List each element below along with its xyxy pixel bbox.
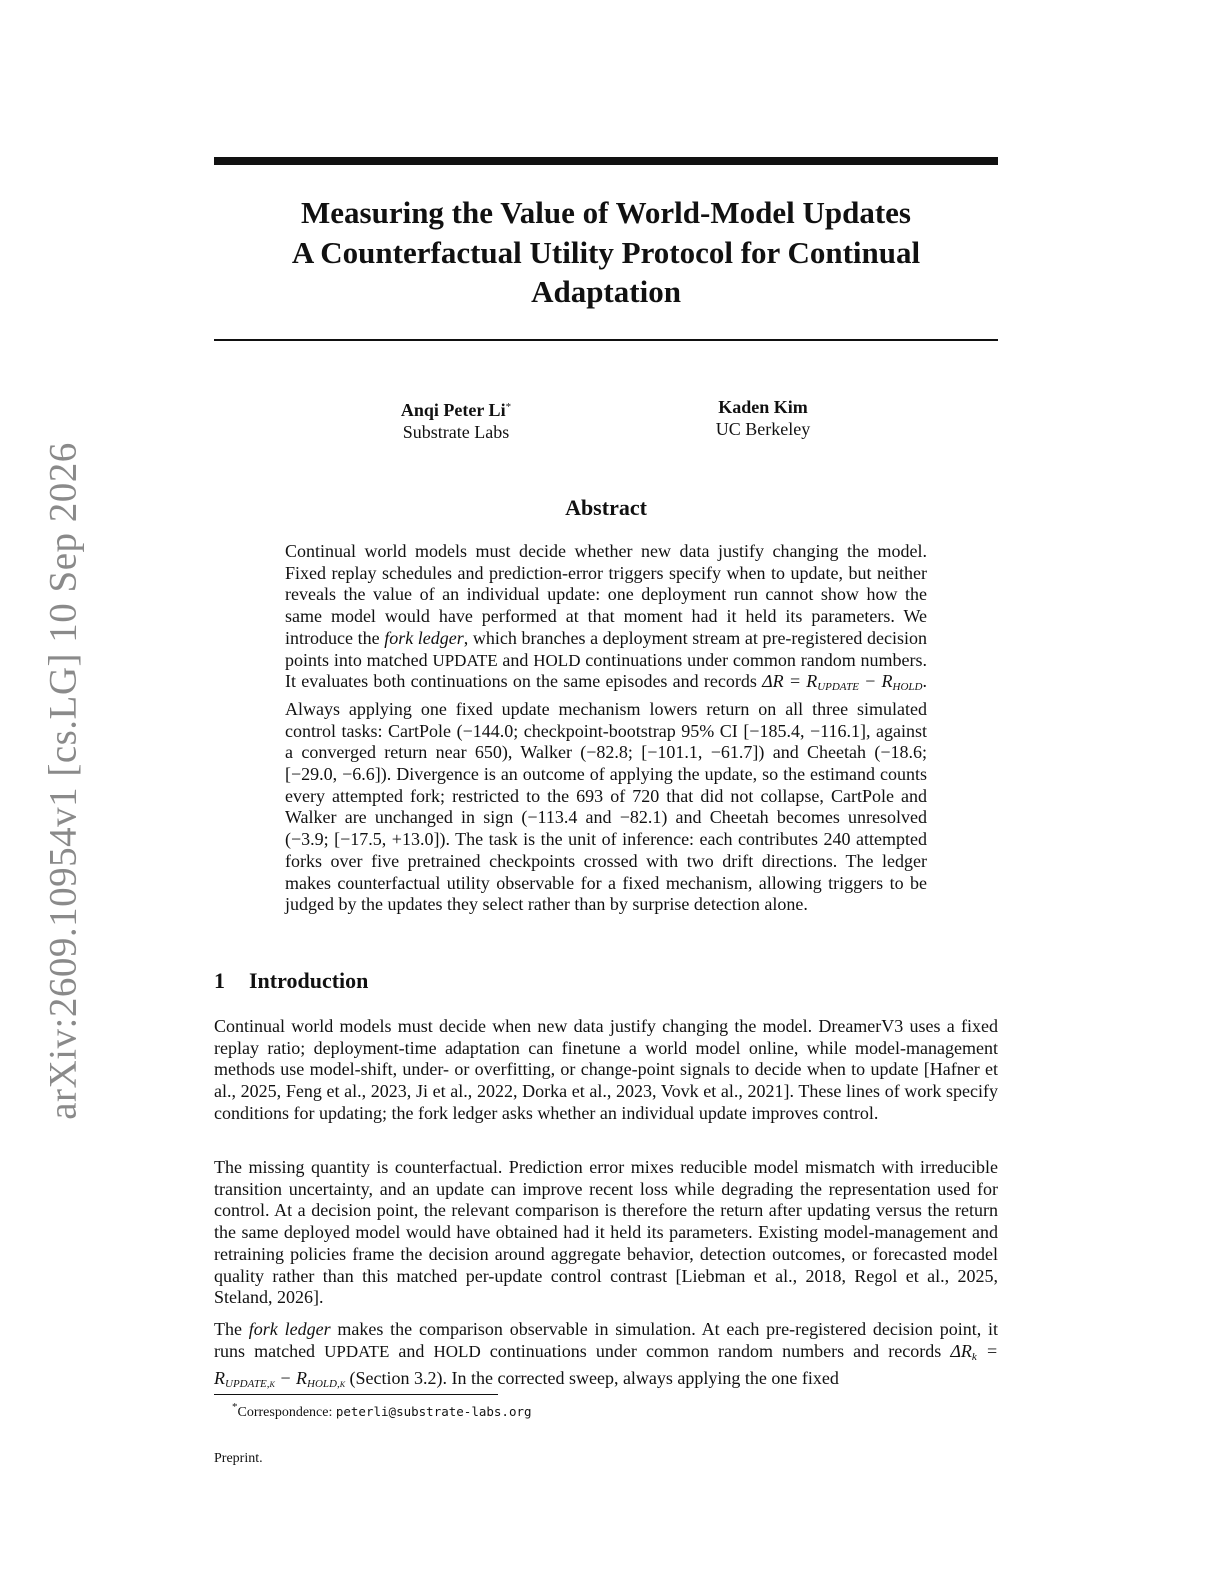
title-line-1: Measuring the Value of World-Model Updates: [301, 195, 911, 230]
abstract-term: fork ledger: [384, 627, 464, 648]
title-top-rule: [214, 157, 998, 165]
abstract-heading: Abstract: [565, 495, 647, 520]
arxiv-sidebar: [34, 436, 92, 1126]
section-title: Introduction: [249, 968, 369, 993]
author-block-2: [683, 396, 843, 440]
correspondence-email[interactable]: peterli@substrate-labs.org: [335, 1404, 532, 1419]
equation-delta-r: $\Delta R = R_{UPDATE} - R_{HOLD}$: [762, 671, 923, 694]
intro-term: fork ledger: [248, 1319, 331, 1339]
update-label: UPDATE: [324, 1341, 390, 1361]
title-line-3: Adaptation: [531, 274, 681, 309]
abstract-text: . Always applying one fixed update mechanism lowers return on all three simulated control tasks: CartPole (−144.0; checkpoint-bootstrap 95% CI [−185.4, −116.1], against a converged return near 650), Walker (−82.8; [−101.1, −61.7]) and Cheetah (−18.6; [−29.0, −6.6]). Divergence is an outcome of applying the update, so the estimand counts every attempted fork; restricted to the 693 of 720 that did not collapse, CartPole and Walker are unchanged in sign (−113.4 and −82.1) and Cheetah becomes unresolved (−3.9; [−17.5, +13.0]). The task is the unit of inference: each contributes 240 attempted forks over five pretrained checkpoints crossed with two drift directions. The ledger makes counterfactual utility observable for a fixed mechanism, allowing triggers to be judged by the updates they select rather than by surprise detection alone.: [285, 671, 927, 915]
title-bottom-rule: [214, 339, 998, 341]
abstract-text: continuations under common random numbers. It evaluates both continuations on the same episodes and records: [285, 649, 927, 692]
update-label: UPDATE: [432, 650, 498, 670]
intro-paragraph-3: The fork ledger makes the comparison observable in simulation. At each pre-registered decision point, it runs matched UPDATE and HOLD continuations under common random numbers and records $\Delta Rk = R_{UPDATE,k} - R_{HOLD,k}$ (Section 3.2). In the corrected sweep, always applying the one fixed: [214, 1319, 999, 1391]
equation-delta-r-k: $\Delta Rk = R_{UPDATE,k} - R_{HOLD,k}$: [214, 1340, 998, 1391]
section-heading: [214, 968, 368, 994]
footnote: [232, 1401, 532, 1421]
footnote-rule: [214, 1394, 498, 1395]
arxiv-identifier: arXiv:2609.10954v1 [cs.LG] 10 Sep 2026: [41, 442, 85, 1120]
author-footnote-mark: *: [505, 401, 512, 413]
footnote-mark: *: [232, 1401, 238, 1413]
author-name: Kaden Kim: [718, 397, 808, 417]
intro-paragraph-2: The missing quantity is counterfactual. Prediction error mixes reducible model mismatch with irreducible transition uncertainty, and an update can improve recent loss while degrading the representation used for control. At a decision point, the relevant comparison is therefore the return after updating versus the return the same deployed model would have obtained had it held its parameters. Existing model-management and retraining policies frame the decision around aggregate behavior, detection outcomes, or forecasted model quality rather than this matched per-update control contrast [Liebman et al., 2018, Regol et al., 2025, Steland, 2026].: [214, 1157, 998, 1308]
intro-paragraph-1: Continual world models must decide when new data justify changing the model. DreamerV3 uses a fixed replay ratio; deployment-time adaptation can finetune a world model online, while model-management methods use model-shift, under- or overfitting, or change-point signals to decide when to update [Hafner et al., 2025, Feng et al., 2023, Ji et al., 2022, Dorka et al., 2023, Vovk et al., 2021]. These lines of work specify conditions for updating; the fork ledger asks whether an individual update improves control.: [214, 1016, 998, 1123]
footnote-label: Correspondence:: [237, 1405, 336, 1420]
abstract-text: Continual world models must decide whether new data justify changing the model. Fixed replay schedules and prediction-error triggers specify when to update, but neither reveals the value of an individual update: one deployment run cannot show how the same model would have performed at that moment had it held its parameters. We introduce the: [285, 541, 927, 648]
hold-label: HOLD: [433, 1341, 481, 1361]
paper-title: [214, 193, 998, 312]
preprint-label: Preprint.: [214, 1451, 263, 1466]
title-line-2: A Counterfactual Utility Protocol for Continual: [291, 234, 921, 270]
abstract-text: , which branches a deployment stream at pre-registered decision points into matched: [285, 627, 927, 670]
hold-label: HOLD: [533, 650, 581, 670]
section-number: 1: [214, 968, 225, 993]
abstract-body: [285, 541, 927, 916]
author-affiliation: UC Berkeley: [715, 419, 811, 439]
author-block-1: [376, 396, 536, 443]
author-affiliation: Substrate Labs: [402, 422, 510, 442]
abstract-text: and: [497, 649, 534, 670]
author-name: Anqi Peter Li: [400, 400, 506, 420]
